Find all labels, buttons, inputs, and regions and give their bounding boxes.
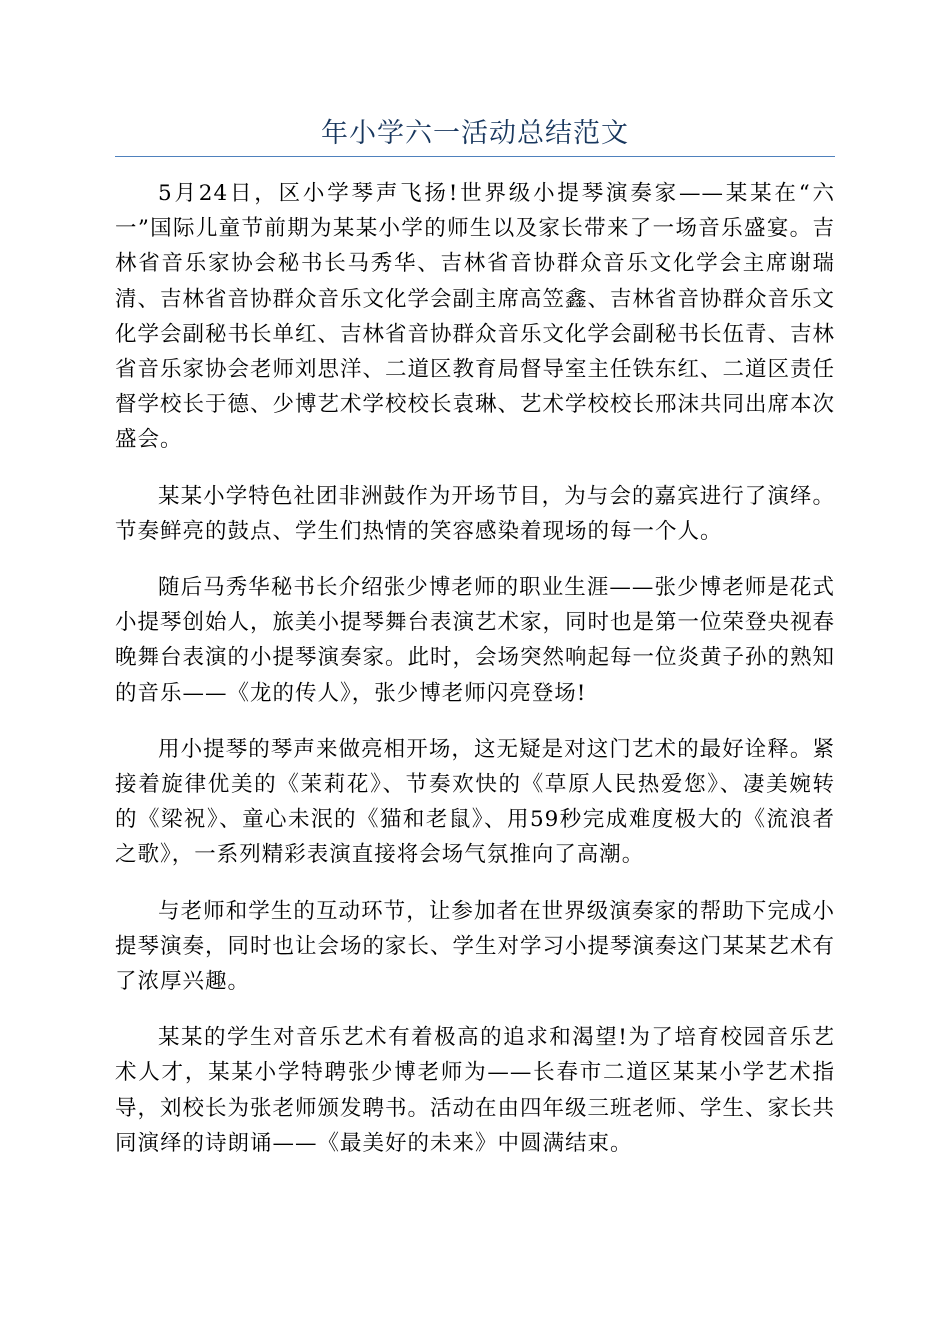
- paragraph-6: 某某的学生对音乐艺术有着极高的追求和渴望!为了培育校园音乐艺术人才，某某小学特聘张少博老师为——长春市二道区某某小学艺术指导，刘校长为张老师颁发聘书。活动在由四年级三班老师、学生、家长共同演绎的诗朗诵——《最美好的未来》中圆满结束。: [115, 1025, 836, 1156]
- paragraph-3: 随后马秀华秘书长介绍张少博老师的职业生涯——张少博老师是花式小提琴创始人，旅美小提琴舞台表演艺术家，同时也是第一位荣登央视春晚舞台表演的小提琴演奏家。此时，会场突然响起每一位炎黄子孙的熟知的音乐——《龙的传人》，张少博老师闪亮登场!: [115, 575, 836, 706]
- paragraph-5: 与老师和学生的互动环节，让参加者在世界级演奏家的帮助下完成小提琴演奏，同时也让会场的家长、学生对学习小提琴演奏这门某某艺术有了浓厚兴趣。: [115, 898, 836, 995]
- title-block: [115, 112, 835, 157]
- paragraph-2: 某某小学特色社团非洲鼓作为开场节目，为与会的嘉宾进行了演绎。节奏鲜亮的鼓点、学生们热情的笑容感染着现场的每一个人。: [115, 483, 835, 544]
- paragraph-1: 5月24日，区小学琴声飞扬!世界级小提琴演奏家——某某在“六一”国际儿童节前期为某某小学的师生以及家长带来了一场音乐盛宴。吉林省音乐家协会秘书长马秀华、吉林省音协群众音乐文化学会主席谢瑞清、吉林省音协群众音乐文化学会副主席高笠鑫、吉林省音协群众音乐文化学会副秘书长单红、吉林省音协群众音乐文化学会副秘书长伍青、吉林省音乐家协会老师刘思洋、二道区教育局督导室主任铁东红、二道区责任督学校长于德、少博艺术学校校长袁琳、艺术学校校长邢沫共同出席本次盛会。: [115, 181, 836, 453]
- page-title: 年小学六一活动总结范文: [321, 118, 629, 149]
- paragraph-4: 用小提琴的琴声来做亮相开场，这无疑是对这门艺术的最好诠释。紧接着旋律优美的《茉莉花》、节奏欢快的《草原人民热爱您》、凄美婉转的《梁祝》、童心未泯的《猫和老鼠》、用59秒完成难度极大的《流浪者之歌》，一系列精彩表演直接将会场气氛推向了高潮。: [115, 736, 835, 868]
- document-body: [115, 176, 835, 1182]
